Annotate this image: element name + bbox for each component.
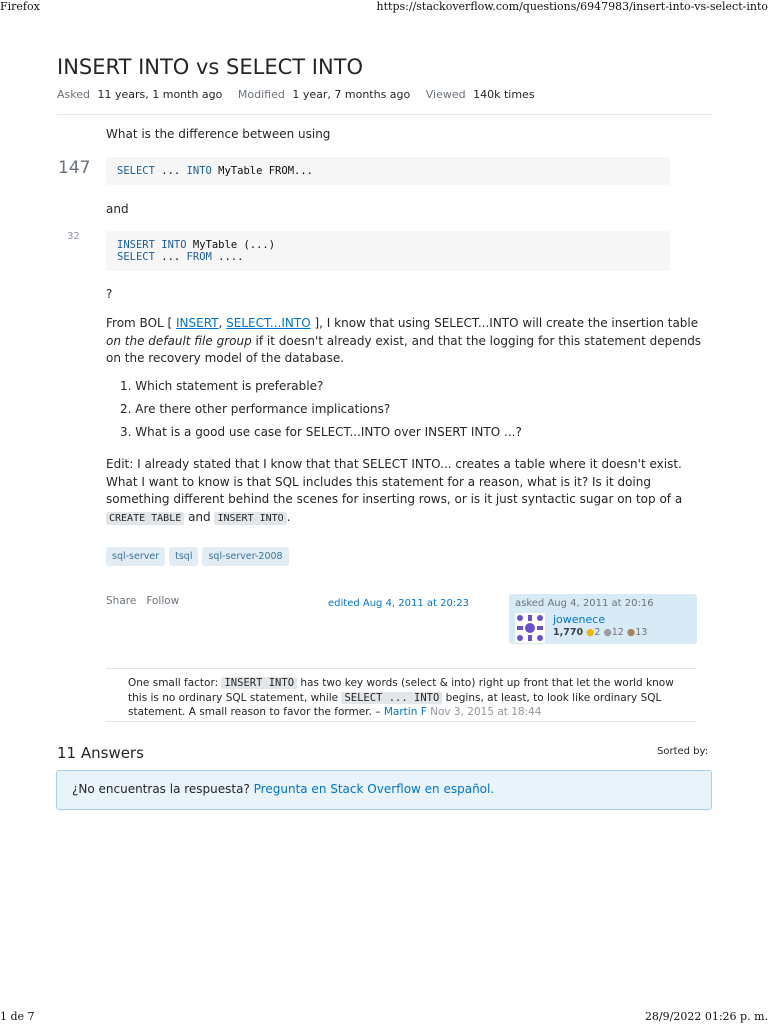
tag-tsql[interactable]: tsql [169,547,198,566]
vote-count: 147 [58,158,91,178]
question-paragraph-1: What is the difference between using [106,127,331,141]
text: has two key words (select & into) right up front that let the world know this is no ordinary SQL statement, while [128,677,674,704]
viewed-value: 140k times [473,88,535,101]
user-avatar[interactable] [515,613,545,643]
code-text: ... [154,165,187,177]
spanish-site-notice [56,770,712,810]
page-url[interactable]: https://stackoverflow.com/questions/6947983/insert-into-vs-select-into [376,0,768,13]
text: ], I know that using SELECT...INTO will create the insertion table [310,316,699,330]
question-paragraph-4 [106,315,706,368]
list-number: 2. [120,402,132,416]
text: From BOL [ [106,316,177,330]
list-item [120,424,522,447]
notice-text: ¿No encuentras la respuesta? [72,782,254,796]
browser-name: Firefox [0,0,40,13]
owner-name[interactable]: jowenece [553,613,606,626]
sort-label[interactable]: Sorted by: [657,746,709,757]
gold-badge-count: 2 [594,627,601,638]
viewed-label: Viewed [425,88,466,101]
comment-date[interactable]: Nov 3, 2015 at 18:44 [426,706,542,718]
print-timestamp: 28/9/2022 01:26 p. m. [644,1010,768,1023]
code-kw: INSERT [117,239,155,251]
bronze-badge-count: 13 [635,627,648,638]
owner-card [509,594,697,644]
tag-sql-server[interactable]: sql-server [106,547,165,566]
list-item [120,378,522,401]
page-number: 1 de 7 [0,1010,35,1023]
tag-sql-server-2008[interactable]: sql-server-2008 [202,547,288,566]
inline-code: INSERT INTO [221,677,297,689]
code-text: MyTable (...) [186,239,276,251]
code-kw: SELECT [117,251,155,263]
tag-list [106,544,293,566]
question-paragraph-2: and [106,202,129,216]
share-link[interactable]: Share [106,595,137,607]
silver-badge-count: 12 [611,627,624,638]
code-text: .... [211,251,244,263]
code-kw: INTO [186,165,212,177]
question-paragraph-3: ? [106,287,113,301]
list-text: Which statement is preferable? [135,379,324,393]
inline-code: CREATE TABLE [106,512,184,525]
asked-label: Asked [57,88,90,101]
code-text: ... [154,251,187,263]
question-list [120,378,522,447]
code-block-1 [106,157,670,185]
post-actions [106,595,179,607]
question-title[interactable]: INSERT INTO vs SELECT INTO [57,55,364,79]
gold-badge-icon: ● [586,627,595,638]
list-number: 3. [120,425,132,439]
code-kw: SELECT [117,165,155,177]
comment [128,676,688,720]
text: and [184,509,215,524]
edited-link[interactable]: edited Aug 4, 2011 at 20:23 [328,598,469,609]
comment-divider-bottom [106,721,696,722]
comment-author-link[interactable]: Martin F [383,706,427,718]
inline-code: INSERT INTO [214,512,286,525]
modified-label: Modified [237,88,285,101]
insert-doc-link[interactable]: INSERT [176,316,219,330]
silver-badge-icon: ● [603,627,612,638]
text: if it doesn't already exist, and that the logging for this statement depends on the recovery model of the database. [106,333,702,365]
modified-value[interactable]: 1 year, 7 months ago [292,88,411,101]
follow-link[interactable]: Follow [146,595,180,607]
list-item [120,401,522,424]
reputation: 1,770 [553,627,584,638]
text: begins, at least, to look like ordinary SQL statement. A small reason to favor the former. – [128,691,662,718]
inline-code: SELECT ... INTO [341,692,442,704]
answers-count: 11 Answers [57,744,144,762]
asked-timestamp: asked Aug 4, 2011 at 20:16 [515,598,654,609]
code-block-2 [106,231,670,271]
bronze-badge-icon: ● [626,627,636,638]
list-number: 1. [120,379,132,393]
comment-divider [106,668,696,669]
emphasis-text: on the default file group [106,333,252,348]
text: Edit: I already stated that I know that that SELECT INTO... creates a table where it doesn't exist. What I want to know is that SQL includes this statement for a reason, what is it? Is it doing something different behind the scenes for inserting rows, or is it just syntactic sugar on top of a [106,457,683,506]
spanish-site-link[interactable]: Pregunta en Stack Overflow en español. [253,782,495,796]
owner-stats [553,627,647,638]
question-meta [57,88,547,101]
question-edit-paragraph [106,456,706,527]
text: , [218,316,227,330]
select-into-doc-link[interactable]: SELECT...INTO [226,316,311,330]
text: . [286,509,291,524]
asked-value: 11 years, 1 month ago [97,88,223,101]
code-kw: INTO [161,239,187,251]
bookmark-count: 32 [67,231,80,242]
list-text: Are there other performance implications? [135,402,391,416]
code-kw: FROM [186,251,212,263]
header-divider [57,114,712,115]
code-text: MyTable FROM... [211,165,313,177]
text: One small factor: [128,677,222,689]
list-text: What is a good use case for SELECT...INTO over INSERT INTO ...? [135,425,522,439]
